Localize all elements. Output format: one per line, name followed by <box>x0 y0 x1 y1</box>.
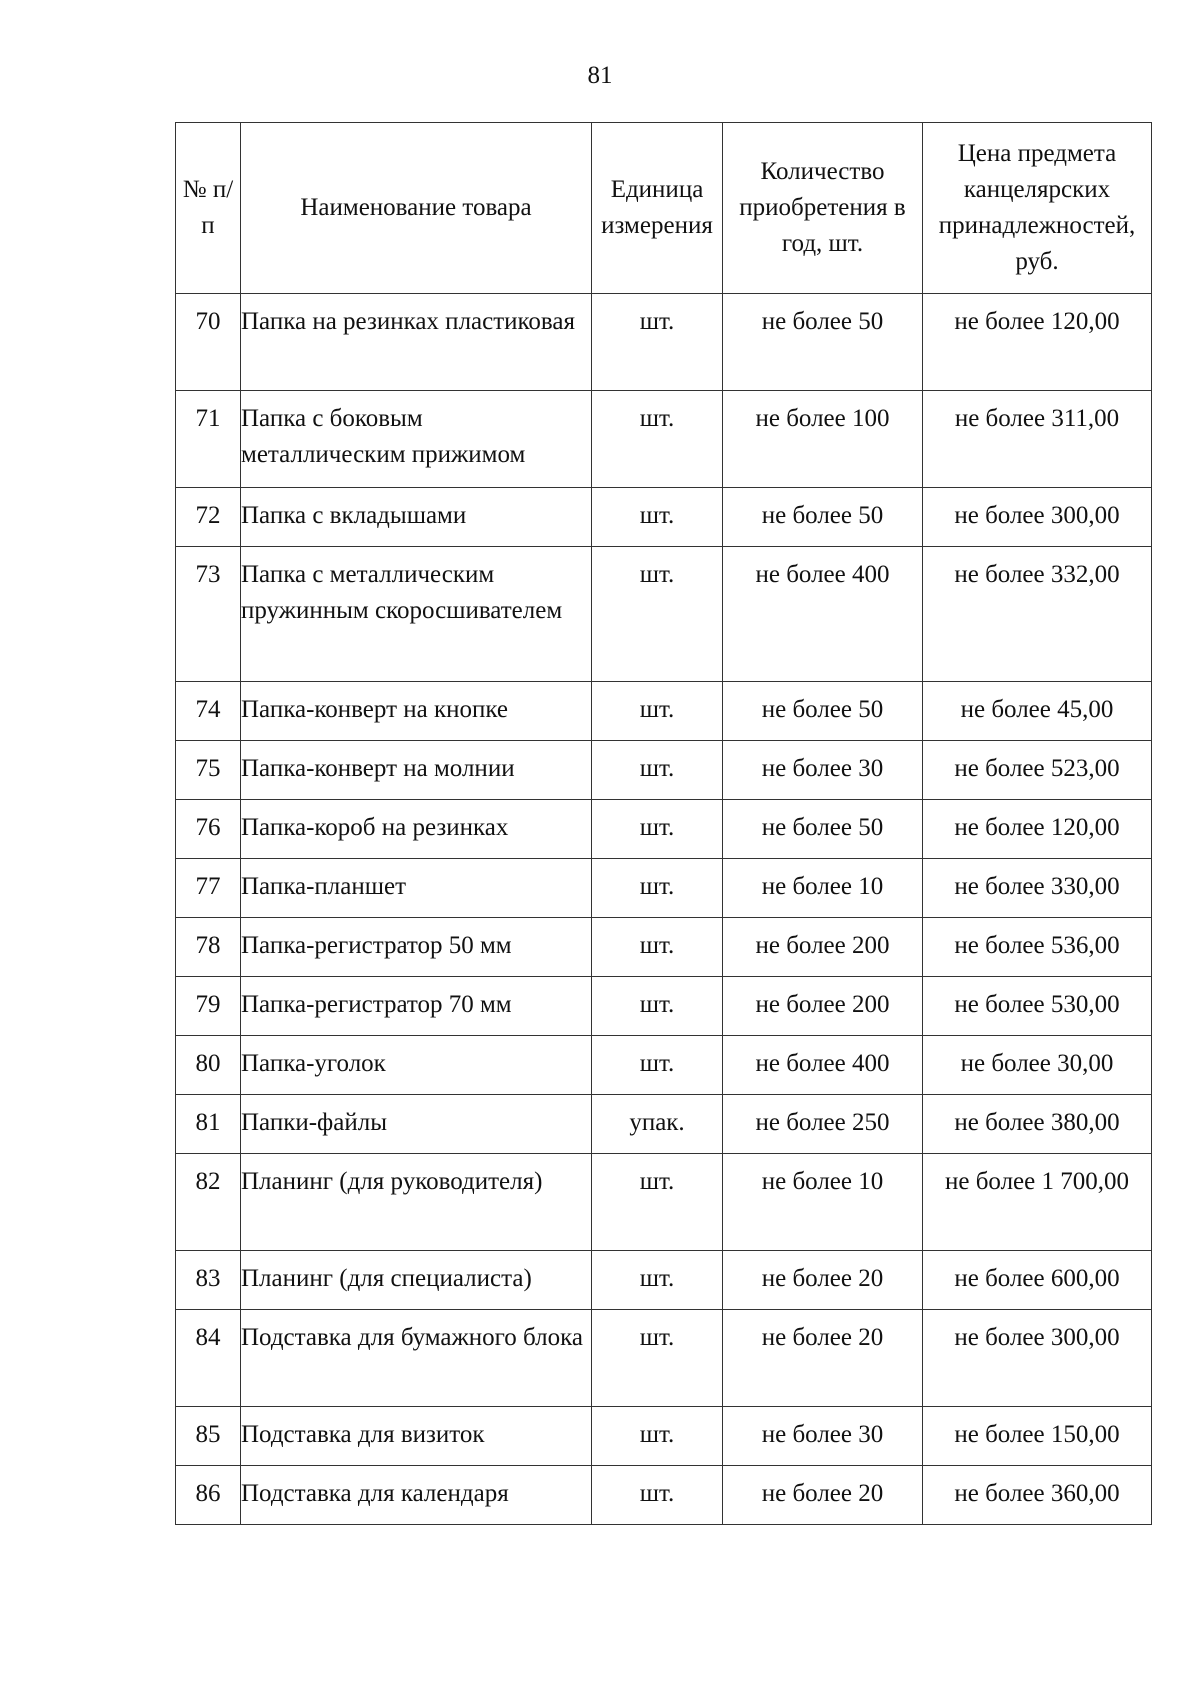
quantity-cell: не более 200 <box>723 918 923 977</box>
price-cell: не более 380,00 <box>923 1095 1152 1154</box>
row-number: 74 <box>176 682 241 741</box>
quantity-cell: не более 200 <box>723 977 923 1036</box>
quantity-cell: не более 400 <box>723 1036 923 1095</box>
price-cell: не более 300,00 <box>923 488 1152 547</box>
row-number: 83 <box>176 1251 241 1310</box>
row-number: 79 <box>176 977 241 1036</box>
row-number: 84 <box>176 1310 241 1407</box>
quantity-cell: не более 20 <box>723 1310 923 1407</box>
unit-cell: шт. <box>592 294 723 391</box>
price-cell: не более 1 700,00 <box>923 1154 1152 1251</box>
price-cell: не более 600,00 <box>923 1251 1152 1310</box>
unit-cell: шт. <box>592 391 723 488</box>
table-row <box>176 1407 1152 1466</box>
quantity-cell: не более 50 <box>723 682 923 741</box>
table-header-row <box>176 123 1152 294</box>
product-name: Планинг (для руководителя) <box>241 1154 592 1251</box>
product-name: Папка-регистратор 50 мм <box>241 918 592 977</box>
unit-cell: шт. <box>592 547 723 682</box>
quantity-cell: не более 50 <box>723 488 923 547</box>
price-cell: не более 523,00 <box>923 741 1152 800</box>
quantity-cell: не более 30 <box>723 741 923 800</box>
quantity-cell: не более 250 <box>723 1095 923 1154</box>
product-name: Папка-короб на резинках <box>241 800 592 859</box>
row-number: 77 <box>176 859 241 918</box>
table-row <box>176 547 1152 682</box>
quantity-cell: не более 50 <box>723 294 923 391</box>
product-name: Папки-файлы <box>241 1095 592 1154</box>
unit-cell: шт. <box>592 1310 723 1407</box>
quantity-cell: не более 10 <box>723 1154 923 1251</box>
product-name: Папка-регистратор 70 мм <box>241 977 592 1036</box>
price-cell: не более 536,00 <box>923 918 1152 977</box>
table-row <box>176 488 1152 547</box>
unit-cell: упак. <box>592 1095 723 1154</box>
unit-cell: шт. <box>592 1036 723 1095</box>
unit-cell: шт. <box>592 859 723 918</box>
row-number: 75 <box>176 741 241 800</box>
price-cell: не более 120,00 <box>923 800 1152 859</box>
price-cell: не более 530,00 <box>923 977 1152 1036</box>
table-row <box>176 977 1152 1036</box>
row-number: 85 <box>176 1407 241 1466</box>
price-cell: не более 311,00 <box>923 391 1152 488</box>
quantity-cell: не более 30 <box>723 1407 923 1466</box>
product-name: Папка на резинках пластиковая <box>241 294 592 391</box>
product-name: Папка с металлическим пружинным скоросшивателем <box>241 547 592 682</box>
table-row <box>176 918 1152 977</box>
table-row <box>176 1095 1152 1154</box>
quantity-cell: не более 20 <box>723 1251 923 1310</box>
unit-cell: шт. <box>592 1251 723 1310</box>
product-name: Папка-уголок <box>241 1036 592 1095</box>
goods-table <box>175 122 1152 1525</box>
quantity-cell: не более 10 <box>723 859 923 918</box>
product-name: Папка-планшет <box>241 859 592 918</box>
row-number: 81 <box>176 1095 241 1154</box>
unit-cell: шт. <box>592 800 723 859</box>
product-name: Папка-конверт на кнопке <box>241 682 592 741</box>
price-cell: не более 360,00 <box>923 1466 1152 1525</box>
product-name: Папка-конверт на молнии <box>241 741 592 800</box>
table-row <box>176 1251 1152 1310</box>
quantity-cell: не более 20 <box>723 1466 923 1525</box>
header-qty: Количество приобретения в год, шт. <box>723 123 923 294</box>
header-unit: Единица измерения <box>592 123 723 294</box>
price-cell: не более 300,00 <box>923 1310 1152 1407</box>
quantity-cell: не более 100 <box>723 391 923 488</box>
product-name: Планинг (для специалиста) <box>241 1251 592 1310</box>
price-cell: не более 332,00 <box>923 547 1152 682</box>
table-row <box>176 682 1152 741</box>
table-row <box>176 1466 1152 1525</box>
row-number: 80 <box>176 1036 241 1095</box>
product-name: Подставка для бумажного блока <box>241 1310 592 1407</box>
row-number: 71 <box>176 391 241 488</box>
unit-cell: шт. <box>592 1466 723 1525</box>
unit-cell: шт. <box>592 1154 723 1251</box>
table-row <box>176 1310 1152 1407</box>
product-name: Подставка для календаря <box>241 1466 592 1525</box>
unit-cell: шт. <box>592 918 723 977</box>
quantity-cell: не более 50 <box>723 800 923 859</box>
row-number: 73 <box>176 547 241 682</box>
page-number: 81 <box>587 62 613 89</box>
product-name: Папка с вкладышами <box>241 488 592 547</box>
unit-cell: шт. <box>592 741 723 800</box>
price-cell: не более 330,00 <box>923 859 1152 918</box>
table-row <box>176 294 1152 391</box>
table-row <box>176 859 1152 918</box>
table-row <box>176 1154 1152 1251</box>
product-name: Папка с боковым металлическим прижимом <box>241 391 592 488</box>
row-number: 78 <box>176 918 241 977</box>
unit-cell: шт. <box>592 682 723 741</box>
header-price: Цена предмета канцелярских принадлежностей, руб. <box>923 123 1152 294</box>
row-number: 86 <box>176 1466 241 1525</box>
price-cell: не более 150,00 <box>923 1407 1152 1466</box>
price-cell: не более 45,00 <box>923 682 1152 741</box>
table-row <box>176 741 1152 800</box>
price-cell: не более 30,00 <box>923 1036 1152 1095</box>
table-row <box>176 800 1152 859</box>
price-cell: не более 120,00 <box>923 294 1152 391</box>
unit-cell: шт. <box>592 977 723 1036</box>
row-number: 76 <box>176 800 241 859</box>
row-number: 72 <box>176 488 241 547</box>
header-name: Наименование товара <box>241 123 592 294</box>
row-number: 70 <box>176 294 241 391</box>
product-name: Подставка для визиток <box>241 1407 592 1466</box>
unit-cell: шт. <box>592 488 723 547</box>
unit-cell: шт. <box>592 1407 723 1466</box>
row-number: 82 <box>176 1154 241 1251</box>
table-row <box>176 1036 1152 1095</box>
quantity-cell: не более 400 <box>723 547 923 682</box>
header-num: № п/п <box>176 123 241 294</box>
table-row <box>176 391 1152 488</box>
